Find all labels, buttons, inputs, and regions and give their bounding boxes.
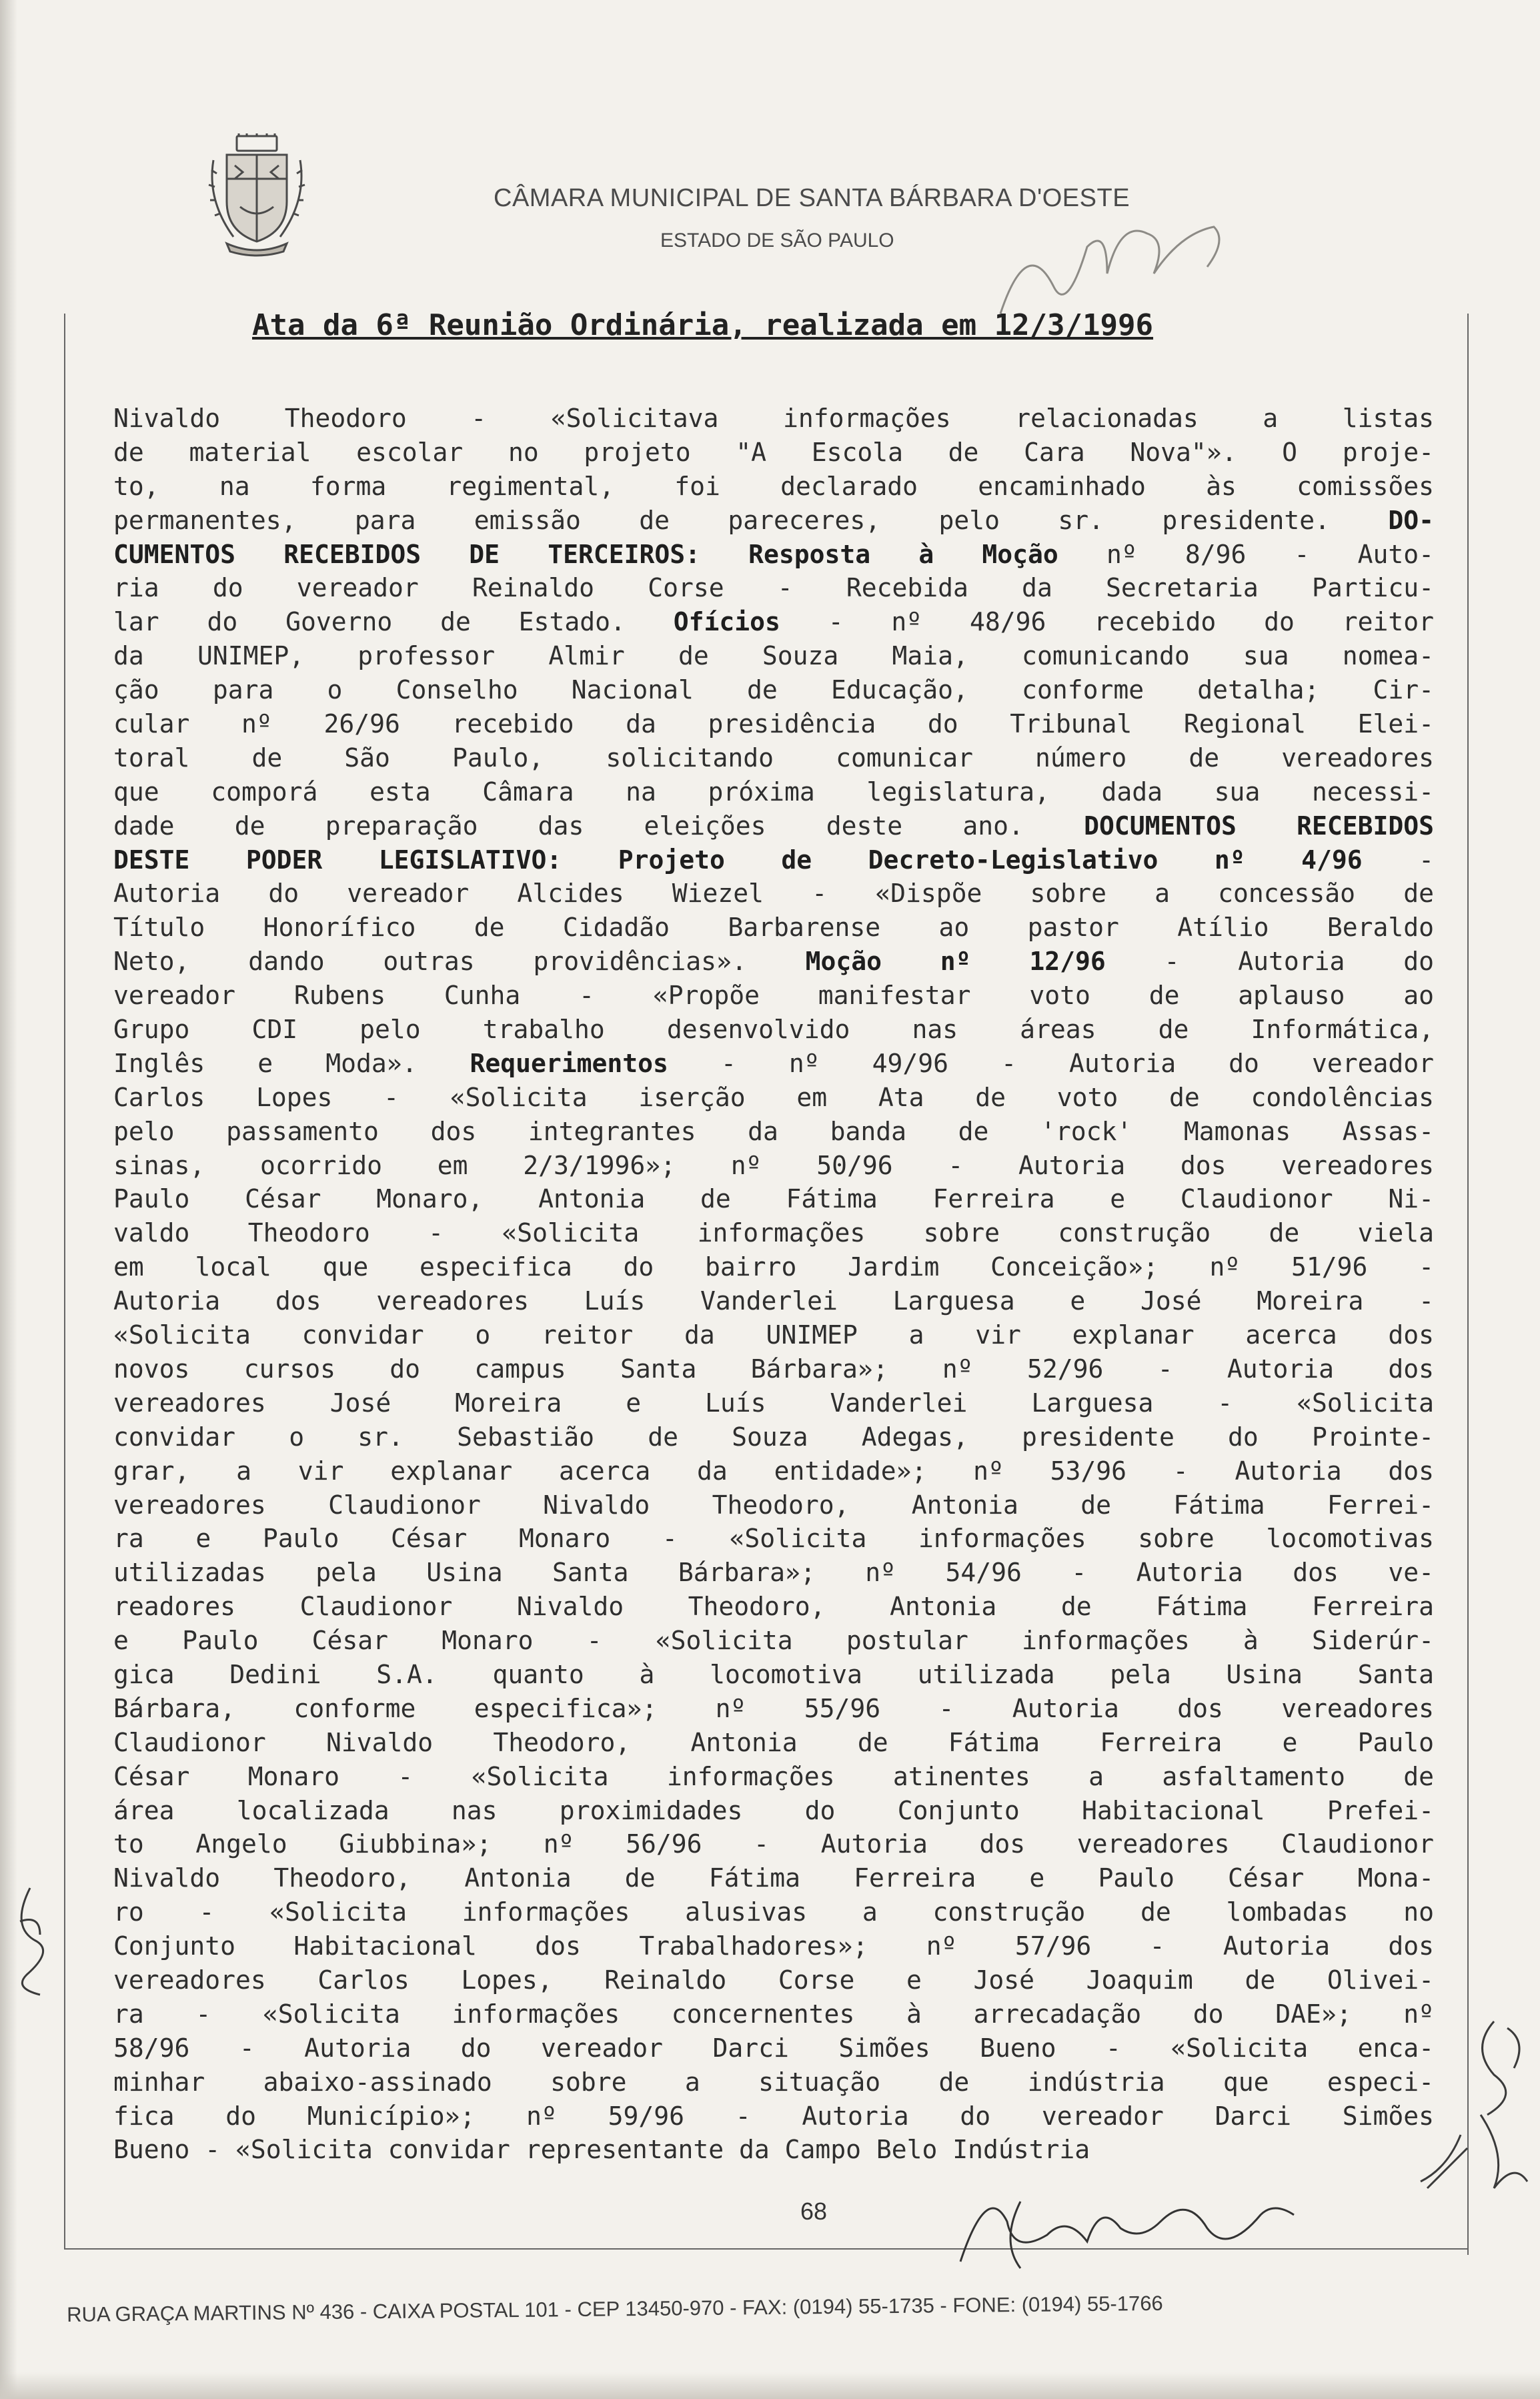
text-line <box>113 1895 1434 1929</box>
text-line <box>113 1963 1434 1997</box>
text-line <box>113 2099 1434 2133</box>
text-line <box>113 1488 1434 1522</box>
bold-run: DO- <box>1388 505 1434 535</box>
text-run: utilizadas pela Usina Santa Bárbara»; nº 54/96 - Autoria dos ve- <box>113 1558 1434 1588</box>
text-run: vereador Rubens Cunha - «Propõe manifestar voto de aplauso ao <box>113 981 1434 1011</box>
text-line <box>113 1182 1434 1216</box>
text-run: César Monaro - «Solicita informações atinentes a asfaltamento de <box>113 1761 1434 1791</box>
footer-address <box>67 2291 1467 2363</box>
text-run: Título Honorífico de Cidadão Barbarense ao pastor Atílio Beraldo <box>113 913 1434 943</box>
text-line <box>113 1284 1434 1318</box>
text-run: e Paulo César Monaro - «Solicita postular informações à Siderúr- <box>113 1626 1434 1656</box>
text-run: fica do Município»; nº 59/96 - Autoria do vereador Darci Simões <box>113 2101 1434 2131</box>
text-run: Claudionor Nivaldo Theodoro, Antonia de Fátima Ferreira e Paulo <box>113 1727 1434 1757</box>
text-line <box>113 911 1434 945</box>
text-run: Inglês e Moda». <box>113 1048 470 1078</box>
header-subtitle: ESTADO DE SÃO PAULO <box>660 229 894 252</box>
text-run: novos cursos do campus Santa Bárbara»; nº 52/96 - Autoria dos <box>113 1354 1434 1384</box>
text-run: Paulo César Monaro, Antonia de Fátima Ferreira e Claudionor Ni- <box>113 1184 1434 1214</box>
text-run: Nivaldo Theodoro, Antonia de Fátima Ferreira e Paulo César Mona- <box>113 1863 1434 1893</box>
text-run: ro - «Solicita informações alusivas a construção de lombadas no <box>113 1897 1434 1927</box>
text-run: toral de São Paulo, solicitando comunicar número de vereadores <box>113 743 1434 773</box>
text-line <box>113 1590 1434 1624</box>
text-line <box>113 1149 1434 1183</box>
text-line <box>113 436 1434 470</box>
page-bottom-shadow <box>0 2372 1540 2399</box>
text-run: valdo Theodoro - «Solicita informações sobre construção de viela <box>113 1218 1434 1248</box>
text-line <box>113 1556 1434 1590</box>
text-line <box>113 1386 1434 1420</box>
page-number: 68 <box>800 2198 828 2225</box>
text-run: Bárbara, conforme especifica»; nº 55/96 - Autoria dos vereadores <box>113 1693 1434 1723</box>
text-line <box>113 1081 1434 1115</box>
text-run: ria do vereador Reinaldo Corse - Recebida da Secretaria Particu- <box>113 573 1434 603</box>
header-title: CÂMARA MUNICIPAL DE SANTA BÁRBARA D'OESTE <box>494 184 1130 212</box>
text-run: Autoria dos vereadores Luís Vanderlei Larguesa e José Moreira - <box>113 1286 1434 1316</box>
bold-run: CUMENTOS RECEBIDOS DE TERCEIROS: Resposta à Moção <box>113 539 1058 569</box>
text-line <box>113 1929 1434 1963</box>
text-line <box>113 571 1434 605</box>
text-run: da UNIMEP, professor Almir de Souza Maia, comunicando sua nomea- <box>113 641 1434 671</box>
text-run: Nivaldo Theodoro - «Solicitava informações relacionadas a listas <box>113 404 1434 433</box>
frame-right-rule <box>1467 314 1469 2255</box>
text-run: to Angelo Giubbina»; nº 56/96 - Autoria dos vereadores Claudionor <box>113 1829 1434 1859</box>
text-run: vereadores Carlos Lopes, Reinaldo Corse e José Joaquim de Olivei- <box>113 1965 1434 1995</box>
text-line <box>113 1318 1434 1352</box>
document-title: Ata da 6ª Reunião Ordinária, realizada em 12/3/1996 <box>252 308 1154 342</box>
text-run: convidar o sr. Sebastião de Souza Adegas, presidente do Prointe- <box>113 1422 1434 1452</box>
text-run: Conjunto Habitacional dos Trabalhadores»; nº 57/96 - Autoria dos <box>113 1931 1434 1961</box>
text-run: área localizada nas proximidades do Conjunto Habitacional Prefei- <box>113 1795 1434 1825</box>
text-line <box>113 775 1434 809</box>
text-run: Grupo CDI pelo trabalho desenvolvido nas áreas de Informática, <box>113 1015 1434 1045</box>
text-run: ra e Paulo César Monaro - «Solicita informações sobre locomotivas <box>113 1524 1434 1554</box>
text-line <box>113 1658 1434 1692</box>
text-line <box>113 1115 1434 1149</box>
text-line <box>113 1216 1434 1250</box>
text-line <box>113 2065 1434 2099</box>
text-run: que comporá esta Câmara na próxima legislatura, dada sua necessi- <box>113 777 1434 807</box>
text-line <box>113 843 1434 877</box>
text-run: ção para o Conselho Nacional de Educação, conforme detalha; Cir- <box>113 675 1434 705</box>
text-line <box>113 1726 1434 1760</box>
text-run: 58/96 - Autoria do vereador Darci Simões Bueno - «Solicita enca- <box>113 2033 1434 2063</box>
text-line <box>113 1760 1434 1794</box>
text-run: Bueno - «Solicita convidar representante da Campo Belo Indústria <box>113 2135 1090 2165</box>
coat-of-arms-icon <box>200 133 313 260</box>
text-line <box>113 1692 1434 1726</box>
bold-run: Requerimentos <box>470 1048 668 1078</box>
text-line <box>113 673 1434 707</box>
text-run: ra - «Solicita informações concernentes à arrecadação do DAE»; nº <box>113 1999 1434 2029</box>
text-run: Autoria do vereador Alcides Wiezel - «Dispõe sobre a concessão de <box>113 879 1434 909</box>
text-run: cular nº 26/96 recebido da presidência do Tribunal Regional Elei- <box>113 709 1434 739</box>
text-line <box>113 402 1434 436</box>
text-line <box>113 1250 1434 1284</box>
text-line <box>113 605 1434 639</box>
text-line <box>113 1047 1434 1081</box>
bold-run: DOCUMENTOS RECEBIDOS <box>1084 811 1434 841</box>
bold-run: DESTE PODER LEGISLATIVO: Projeto de Decreto-Legislativo nº 4/96 <box>113 845 1363 875</box>
signature-mark-left <box>7 1881 53 2001</box>
text-line <box>113 1420 1434 1454</box>
text-run: permanentes, para emissão de pareceres, pelo sr. presidente. <box>113 505 1389 535</box>
text-run: - Autoria do <box>1105 947 1434 977</box>
text-run: grar, a vir explanar acerca da entidade»; nº 53/96 - Autoria dos <box>113 1456 1434 1486</box>
text-run: to, na forma regimental, foi declarado encaminhado às comissões <box>113 471 1434 501</box>
bold-run: Moção nº 12/96 <box>805 947 1106 977</box>
text-line <box>113 1794 1434 1828</box>
text-line <box>113 707 1434 741</box>
text-line <box>113 1861 1434 1895</box>
text-run: - nº 48/96 recebido do reitor <box>780 607 1434 637</box>
text-line <box>113 639 1434 673</box>
text-run: «Solicita convidar o reitor da UNIMEP a vir explanar acerca dos <box>113 1320 1434 1350</box>
text-line <box>113 1624 1434 1658</box>
text-line <box>113 538 1434 572</box>
text-line <box>113 504 1434 538</box>
text-line <box>113 470 1434 504</box>
text-run: gica Dedini S.A. quanto à locomotiva utilizada pela Usina Santa <box>113 1659 1434 1689</box>
text-run: Carlos Lopes - «Solicita iserção em Ata de voto de condolências <box>113 1082 1434 1112</box>
text-line <box>113 1827 1434 1861</box>
text-run: Neto, dando outras providências». <box>113 947 806 977</box>
bold-run: Ofícios <box>673 607 780 637</box>
text-line <box>113 2031 1434 2065</box>
text-run: readores Claudionor Nivaldo Theodoro, Antonia de Fátima Ferreira <box>113 1592 1434 1622</box>
text-line <box>113 1522 1434 1556</box>
text-run: - <box>1362 845 1434 875</box>
page-edge-shadow <box>0 0 17 2399</box>
text-line <box>113 809 1434 843</box>
text-run: minhar abaixo-assinado sobre a situação de indústria que especi- <box>113 2067 1434 2097</box>
text-line <box>113 945 1434 979</box>
text-line <box>113 2133 1434 2167</box>
text-line <box>113 1454 1434 1488</box>
text-run: em local que especifica do bairro Jardim Conceição»; nº 51/96 - <box>113 1252 1434 1282</box>
text-line <box>113 1997 1434 2031</box>
text-line <box>113 741 1434 775</box>
text-run: de material escolar no projeto "A Escola de Cara Nova"». O proje- <box>113 437 1434 467</box>
text-run: sinas, ocorrido em 2/3/1996»; nº 50/96 - Autoria dos vereadores <box>113 1150 1434 1180</box>
text-run: lar do Governo de Estado. <box>113 607 674 637</box>
text-run: vereadores José Moreira e Luís Vanderlei Larguesa - «Solicita <box>113 1388 1434 1418</box>
text-line <box>113 877 1434 911</box>
text-line <box>113 1352 1434 1386</box>
text-run: nº 8/96 - Auto- <box>1058 539 1434 569</box>
text-run: dade de preparação das eleições deste ano. <box>113 811 1084 841</box>
minutes-body <box>113 402 1434 2167</box>
text-line <box>113 1013 1434 1047</box>
text-run: vereadores Claudionor Nivaldo Theodoro, Antonia de Fátima Ferrei- <box>113 1490 1434 1520</box>
text-run: - nº 49/96 - Autoria do vereador <box>668 1048 1434 1078</box>
frame-left-rule <box>64 314 65 2248</box>
text-run: pelo passamento dos integrantes da banda de 'rock' Mamonas Assas- <box>113 1116 1434 1146</box>
footer-address-text: RUA GRAÇA MARTINS Nº 436 - CAIXA POSTAL 101 - CEP 13450-970 - FAX: (0194) 55-1735 - FONE: (0194) 55-1766 <box>67 2291 1163 2326</box>
text-line <box>113 979 1434 1013</box>
signature-mark-bottom <box>940 2175 1361 2288</box>
